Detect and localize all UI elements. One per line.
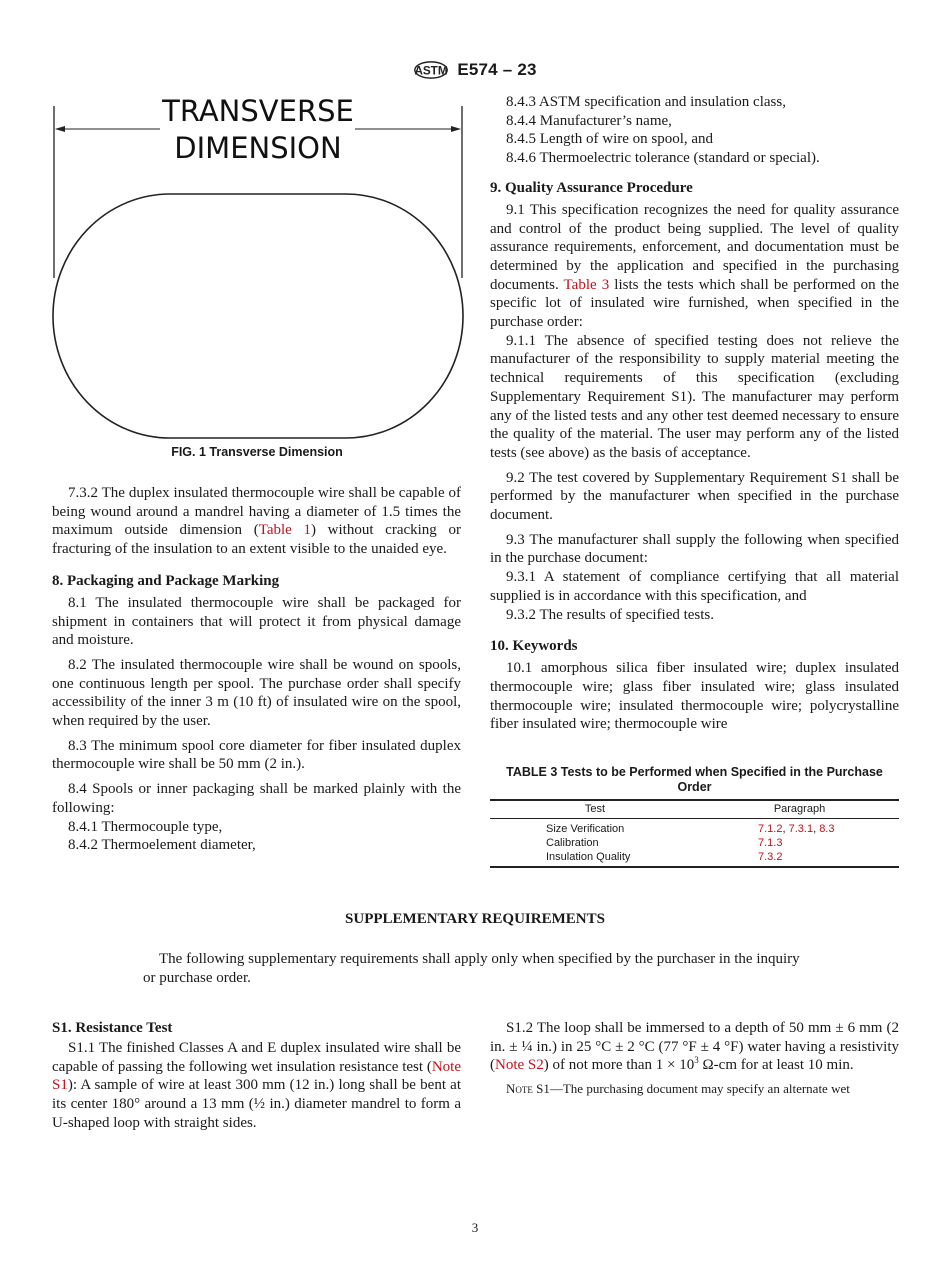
table-3	[490, 799, 899, 868]
cell-paragraph	[700, 850, 899, 867]
cell-paragraph	[700, 836, 899, 850]
link-7-3-2[interactable]: 7.3.2	[758, 851, 783, 863]
astm-logo-icon	[413, 55, 449, 85]
link-7-3-1[interactable]: 7.3.1	[788, 823, 814, 835]
paragraph-8-1: 8.1 The insulated thermocouple wire shall be packaged for shipment in containers that will protect it from physical damage and moisture.	[52, 594, 461, 649]
table-row	[490, 836, 899, 850]
paragraph-s1-1: S1.1 The finished Classes A and E duplex insulated wire shall be capable of passing the following wet insulation resistance test (Note S1): A sample of wire at least 300 mm (12 in.) long shall be bent at its center 180° around a 13 mm (½ in.) diameter mandrel to form a U-shaped loop with straight sides.	[52, 1040, 461, 1131]
supplementary-intro: The following supplementary requirements shall apply only when specified by the purchaser in the inquiry or purchase order.	[143, 951, 800, 986]
paragraph-8-4: 8.4 Spools or inner packaging shall be marked plainly with the following:	[52, 781, 461, 816]
list-item-8-4-2: 8.4.2 Thermoelement diameter,	[68, 837, 256, 854]
link-7-1-3[interactable]: 7.1.3	[758, 837, 783, 849]
paragraph-8-2: 8.2 The insulated thermocouple wire shall be wound on spools, one continuous length per spool. The purchase order shall specify accessibility of the inner 3 m (10 ft) of insulated wire on the spool, when required by the user.	[52, 656, 461, 730]
section-10-heading: 10. Keywords	[490, 638, 578, 655]
note-s1: Note S1—The purchasing document may specify an alternate wet	[506, 1081, 850, 1097]
link-table-3[interactable]: Table 3	[563, 276, 610, 293]
figure-label-line1: TRANSVERSE	[162, 94, 354, 128]
link-note-s1[interactable]: Note S1	[52, 1058, 461, 1094]
table-3-title: TABLE 3 Tests to be Performed when Specified in the Purchase Order	[506, 765, 883, 794]
cell-test: Calibration	[546, 837, 599, 849]
paragraph-7-3-2: 7.3.2 The duplex insulated thermocouple wire shall be capable of being wound around a mandrel having a diameter of 1.5 times the maximum outside dimension (Table 1) without cracking or fracturing of the insulation to an extent visible to the unaided eye.	[52, 485, 461, 558]
list-item-8-4-1: 8.4.1 Thermocouple type,	[68, 818, 223, 835]
paragraph-9-3: 9.3 The manufacturer shall supply the following when specified in the purchase document:	[490, 531, 899, 567]
supplementary-title: SUPPLEMENTARY REQUIREMENTS	[345, 911, 605, 927]
paragraph-9-3-2: 9.3.2 The results of specified tests.	[506, 606, 715, 623]
figure-label-line2: DIMENSION	[174, 131, 342, 165]
page-number: 3	[471, 1220, 479, 1235]
paragraph-9-2: 9.2 The test covered by Supplementary Requirement S1 shall be performed by the manufacturer when specified in the purchase document.	[490, 469, 899, 524]
list-item-8-4-4: 8.4.4 Manufacturer’s name,	[506, 112, 672, 129]
right-column	[490, 93, 899, 734]
table-row	[490, 819, 899, 837]
paragraph-9-3-1: 9.3.1 A statement of compliance certifying that all material supplied is in accordance with this specification, and	[490, 569, 899, 604]
s1-heading: S1. Resistance Test	[52, 1020, 173, 1036]
figure-caption: FIG. 1 Transverse Dimension	[171, 445, 343, 459]
paragraph-s1-2: S1.2 The loop shall be immersed to a depth of 50 mm ± 6 mm (2 in. ± ¼ in.) in 25 °C ± 2 °C (77 °F ± 4 °F) water having a resistivity (Note S2) of not more than $1 \times 10^3$ Ω-cm for at least 10 min.	[490, 1020, 899, 1074]
section-9-heading: 9. Quality Assurance Procedure	[490, 179, 693, 196]
link-7-1-2[interactable]: 7.1.2	[758, 823, 783, 835]
table-row	[490, 850, 899, 867]
section-8-heading: 8. Packaging and Package Marking	[52, 572, 280, 589]
column-header-test: Test	[584, 803, 606, 815]
paragraph-10-1: 10.1 amorphous silica fiber insulated wire; duplex insulated thermocouple wire; glass fiber insulated wire; glass insulated thermocouple wire; insulated thermocouple wire; polycrystalline fiber insulated wire; thermocouple wire	[490, 660, 899, 733]
list-item-8-4-6: 8.4.6 Thermoelectric tolerance (standard or special).	[506, 150, 820, 167]
paragraph-8-3: 8.3 The minimum spool core diameter for fiber insulated duplex thermocouple wire shall be 50 mm (2 in.).	[52, 737, 461, 773]
paragraph-9-1: 9.1 This specification recognizes the need for quality assurance and control of the product being supplied. The level of quality assurance requirements, enforcement, and documentation must be determined by the application and specified in the purchasing documents. Table 3 lists the tests which shall be performed on the specific lot of insulated wire furnished, when specified in the purchase order:	[490, 201, 900, 331]
figure-transverse-dimension	[50, 88, 470, 448]
list-item-8-4-5: 8.4.5 Length of wire on spool, and	[506, 131, 714, 148]
cell-test: Insulation Quality	[490, 850, 700, 867]
table-header-row	[490, 800, 899, 819]
supplementary-left-column	[52, 1018, 461, 1133]
page-header	[0, 52, 950, 88]
link-table-1[interactable]: Table 1	[258, 522, 311, 539]
note-label: Note	[506, 1081, 533, 1097]
document-designation: E574 – 23	[457, 60, 537, 79]
cell-test: Size Verification	[546, 823, 625, 835]
paragraph-9-1-1: 9.1.1 The absence of specified testing does not relieve the manufacturer of the responsibility to supply material meeting the technical requirements of this specification (excluding Supplementary Requirement S1). The manufacturer may perform any of the listed tests and any other test deemed necessary to ensure the quality of the material. The user may perform any of the listed tests (see above) as the basis of acceptance.	[490, 332, 899, 461]
cell-paragraph: 7.1.2, 7.3.1, 8.3	[758, 823, 835, 835]
column-header-paragraph: Paragraph	[773, 803, 826, 815]
link-note-s2[interactable]: Note S2	[495, 1057, 544, 1074]
svg-text:ASTM: ASTM	[414, 64, 448, 78]
list-item-8-4-3: 8.4.3 ASTM specification and insulation class,	[506, 94, 786, 110]
left-column	[52, 484, 461, 855]
link-8-3[interactable]: 8.3	[819, 823, 835, 835]
supplementary-right-column	[490, 1019, 899, 1099]
